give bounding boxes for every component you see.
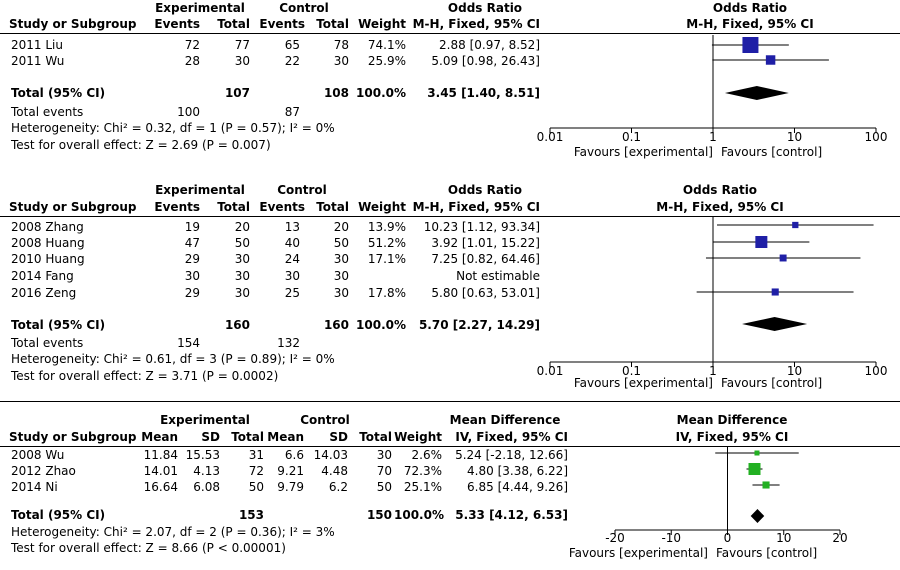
ctrl-events: 65 — [284, 38, 300, 52]
weight-value: 13.9% — [367, 220, 406, 234]
exp-events: 29 — [184, 252, 200, 266]
ctrl-events: 13 — [284, 220, 300, 234]
study-marker — [792, 222, 798, 228]
ctrl-total: 30 — [333, 286, 349, 300]
method-header: M-H, Fixed, 95% CI — [412, 17, 540, 31]
control-header: Control — [277, 183, 327, 197]
overall-effect-text: Test for overall effect: Z = 2.69 (P = 0.007) — [11, 138, 271, 152]
study-header: Study or Subgroup — [9, 17, 137, 31]
exp-mean: 14.01 — [143, 464, 178, 478]
overall-effect-text: Test for overall effect: Z = 3.71 (P = 0.0002) — [11, 369, 279, 383]
exp-total-events: 100 — [177, 105, 200, 119]
panel-top-border — [0, 401, 900, 402]
weight-value: 25.9% — [367, 54, 406, 68]
plot-effect-header: Mean Difference — [676, 413, 788, 427]
tick-label: 100 — [864, 364, 888, 378]
ci-value: 7.25 [0.82, 64.46] — [431, 252, 540, 266]
ci-value: 3.92 [1.01, 15.22] — [431, 236, 540, 250]
total-events-label: Total events — [11, 105, 84, 119]
tick-label: 0.01 — [536, 130, 564, 144]
forest-plot-area — [536, 180, 900, 392]
weight-value: 100.0% — [394, 508, 444, 522]
ctrl-total: 30 — [333, 54, 349, 68]
tick-label: 1 — [709, 364, 717, 378]
plot-effect-header: Odds Ratio — [712, 1, 788, 15]
tick-label: 10 — [786, 130, 803, 144]
weight-value: 2.6% — [411, 448, 442, 462]
ctrl-events: 24 — [284, 252, 300, 266]
favours-control-label: Favours [control] — [721, 376, 823, 390]
tick-label: 100 — [864, 130, 888, 144]
study-name: 2008 Zhang — [11, 220, 84, 234]
effect-header: Odds Ratio — [447, 183, 523, 197]
exp-events: 72 — [184, 38, 200, 52]
experimental-header: Experimental — [155, 1, 245, 15]
heterogeneity-text: Heterogeneity: Chi² = 0.61, df = 3 (P = 0.89); I² = 0% — [11, 352, 335, 366]
pooled-diamond — [725, 86, 789, 100]
weight-value: 51.2% — [367, 236, 406, 250]
ctrl-total: 108 — [323, 86, 349, 100]
ctrl-total: 20 — [333, 220, 349, 234]
total-header: Total — [217, 17, 250, 31]
tick-label: 0.1 — [621, 130, 642, 144]
events-header: Events — [154, 200, 200, 214]
study-header: Study or Subgroup — [9, 430, 137, 444]
overall-effect-text: Test for overall effect: Z = 8.66 (P < 0.00001) — [11, 541, 286, 555]
ctrl-mean: 9.79 — [277, 480, 304, 494]
plot-method-header: M-H, Fixed, 95% CI — [686, 17, 814, 31]
total-header: Total — [217, 200, 250, 214]
ctrl-total-events: 87 — [284, 105, 300, 119]
total-header: Total — [316, 200, 349, 214]
exp-total-events: 154 — [177, 336, 200, 350]
ci-value: 3.45 [1.40, 8.51] — [427, 86, 540, 100]
experimental-header: Experimental — [155, 183, 245, 197]
weight-value: 74.1% — [367, 38, 406, 52]
study-name: 2011 Liu — [11, 38, 63, 52]
ctrl-total: 50 — [333, 236, 349, 250]
ctrl-total: 160 — [323, 318, 349, 332]
ctrl-events: 22 — [284, 54, 300, 68]
tick-label: 10 — [776, 531, 792, 545]
study-name: 2008 Wu — [11, 448, 65, 462]
weight-header: Weight — [394, 430, 442, 444]
tick-label: 10 — [786, 364, 803, 378]
total-label: Total (95% CI) — [11, 508, 106, 522]
weight-value: 17.1% — [367, 252, 406, 266]
method-header: M-H, Fixed, 95% CI — [412, 200, 540, 214]
study-marker — [780, 255, 787, 262]
exp-total: 72 — [248, 464, 264, 478]
study-name: 2016 Zeng — [11, 286, 77, 300]
forest-plot-area — [570, 410, 900, 570]
study-marker — [755, 236, 767, 248]
ctrl-total: 30 — [333, 269, 349, 283]
sd-header: SD — [201, 430, 220, 444]
favours-experimental-label: Favours [experimental] — [568, 546, 708, 560]
total-label: Total (95% CI) — [11, 318, 106, 332]
exp-events: 47 — [184, 236, 200, 250]
ctrl-events: 25 — [284, 286, 300, 300]
exp-total: 50 — [234, 236, 250, 250]
ci-value: 5.70 [2.27, 14.29] — [418, 318, 540, 332]
study-header: Study or Subgroup — [9, 200, 137, 214]
study-name: 2014 Ni — [11, 480, 58, 494]
ctrl-total: 78 — [333, 38, 349, 52]
total-label: Total (95% CI) — [11, 86, 106, 100]
weight-header: Weight — [358, 200, 406, 214]
ctrl-events: 40 — [284, 236, 300, 250]
forest-plot-3 — [0, 410, 900, 570]
study-marker — [766, 55, 775, 64]
total-header: Total — [231, 430, 264, 444]
exp-total: 50 — [248, 480, 264, 494]
weight-value: 100.0% — [356, 318, 406, 332]
ctrl-total: 70 — [376, 464, 392, 478]
ci-value: 10.23 [1.12, 93.34] — [423, 220, 540, 234]
tick-label: 0.1 — [621, 364, 642, 378]
tick-label: 0 — [723, 531, 732, 545]
exp-total: 20 — [234, 220, 250, 234]
forest-plot-2 — [0, 180, 900, 392]
ci-value: 6.85 [4.44, 9.26] — [467, 480, 568, 494]
plot-effect-header: Odds Ratio — [682, 183, 758, 197]
exp-total: 107 — [224, 86, 250, 100]
exp-total: 77 — [234, 38, 250, 52]
plot-method-header: M-H, Fixed, 95% CI — [656, 200, 784, 214]
plot-method-header: IV, Fixed, 95% CI — [675, 430, 789, 444]
exp-total: 30 — [234, 252, 250, 266]
ctrl-sd: 4.48 — [321, 464, 348, 478]
ctrl-total: 30 — [333, 252, 349, 266]
ctrl-mean: 6.6 — [284, 448, 304, 462]
control-header: Control — [300, 413, 350, 427]
heterogeneity-text: Heterogeneity: Chi² = 0.32, df = 1 (P = 0.57); I² = 0% — [11, 121, 335, 135]
exp-total: 31 — [248, 448, 264, 462]
forest-plot-1 — [0, 0, 900, 170]
exp-total: 153 — [238, 508, 264, 522]
ctrl-sd: 14.03 — [313, 448, 348, 462]
exp-total: 160 — [224, 318, 250, 332]
exp-sd: 4.13 — [193, 464, 220, 478]
favours-control-label: Favours [control] — [716, 546, 818, 560]
exp-total: 30 — [234, 54, 250, 68]
study-marker — [762, 481, 769, 488]
ci-value: 4.80 [3.38, 6.22] — [467, 464, 568, 478]
total-events-label: Total events — [11, 336, 84, 350]
exp-mean: 16.64 — [143, 480, 178, 494]
total-header: Total — [316, 17, 349, 31]
exp-total: 30 — [234, 286, 250, 300]
exp-sd: 15.53 — [185, 448, 220, 462]
events-header: Events — [154, 17, 200, 31]
study-name: 2011 Wu — [11, 54, 65, 68]
favours-experimental-label: Favours [experimental] — [573, 145, 713, 159]
ctrl-total: 150 — [366, 508, 392, 522]
experimental-header: Experimental — [160, 413, 250, 427]
effect-header: Mean Difference — [449, 413, 561, 427]
events-header: Events — [259, 17, 305, 31]
study-name: 2010 Huang — [11, 252, 85, 266]
effect-header: Odds Ratio — [447, 1, 523, 15]
pooled-diamond — [751, 509, 765, 523]
ci-value: 2.88 [0.97, 8.52] — [439, 38, 540, 52]
total-header: Total — [359, 430, 392, 444]
tick-label: -10 — [661, 531, 682, 545]
pooled-diamond — [742, 317, 807, 331]
weight-value: 72.3% — [403, 464, 442, 478]
exp-mean: 11.84 — [143, 448, 178, 462]
ci-value: 5.33 [4.12, 6.53] — [455, 508, 568, 522]
mean-header: Mean — [267, 430, 304, 444]
sd-header: SD — [329, 430, 348, 444]
tick-label: 20 — [832, 531, 848, 545]
mean-header: Mean — [141, 430, 178, 444]
ctrl-total-events: 132 — [277, 336, 300, 350]
heterogeneity-text: Heterogeneity: Chi² = 2.07, df = 2 (P = 0.36); I² = 3% — [11, 525, 335, 539]
forest-plot-area — [536, 0, 900, 170]
study-marker — [742, 37, 758, 53]
tick-label: 1 — [709, 130, 717, 144]
ctrl-sd: 6.2 — [328, 480, 348, 494]
exp-sd: 6.08 — [193, 480, 220, 494]
study-name: 2008 Huang — [11, 236, 85, 250]
weight-value: 25.1% — [403, 480, 442, 494]
tick-label: 0.01 — [536, 364, 564, 378]
ctrl-mean: 9.21 — [277, 464, 304, 478]
ci-value: Not estimable — [456, 269, 540, 283]
study-marker — [749, 463, 761, 475]
ctrl-events: 30 — [284, 269, 300, 283]
ctrl-total: 30 — [376, 448, 392, 462]
weight-value: 100.0% — [356, 86, 406, 100]
study-name: 2012 Zhao — [11, 464, 76, 478]
exp-total: 30 — [234, 269, 250, 283]
favours-experimental-label: Favours [experimental] — [573, 376, 713, 390]
ci-value: 5.80 [0.63, 53.01] — [431, 286, 540, 300]
method-header: IV, Fixed, 95% CI — [455, 430, 568, 444]
study-marker — [754, 451, 759, 456]
control-header: Control — [279, 1, 329, 15]
weight-header: Weight — [358, 17, 406, 31]
tick-label: -20 — [605, 531, 625, 545]
favours-control-label: Favours [control] — [721, 145, 823, 159]
events-header: Events — [259, 200, 305, 214]
study-marker — [772, 288, 779, 295]
ci-value: 5.09 [0.98, 26.43] — [431, 54, 540, 68]
study-name: 2014 Fang — [11, 269, 74, 283]
exp-events: 29 — [184, 286, 200, 300]
ci-value: 5.24 [-2.18, 12.66] — [455, 448, 568, 462]
exp-events: 30 — [184, 269, 200, 283]
exp-events: 28 — [184, 54, 200, 68]
weight-value: 17.8% — [367, 286, 406, 300]
ctrl-total: 50 — [376, 480, 392, 494]
exp-events: 19 — [184, 220, 200, 234]
